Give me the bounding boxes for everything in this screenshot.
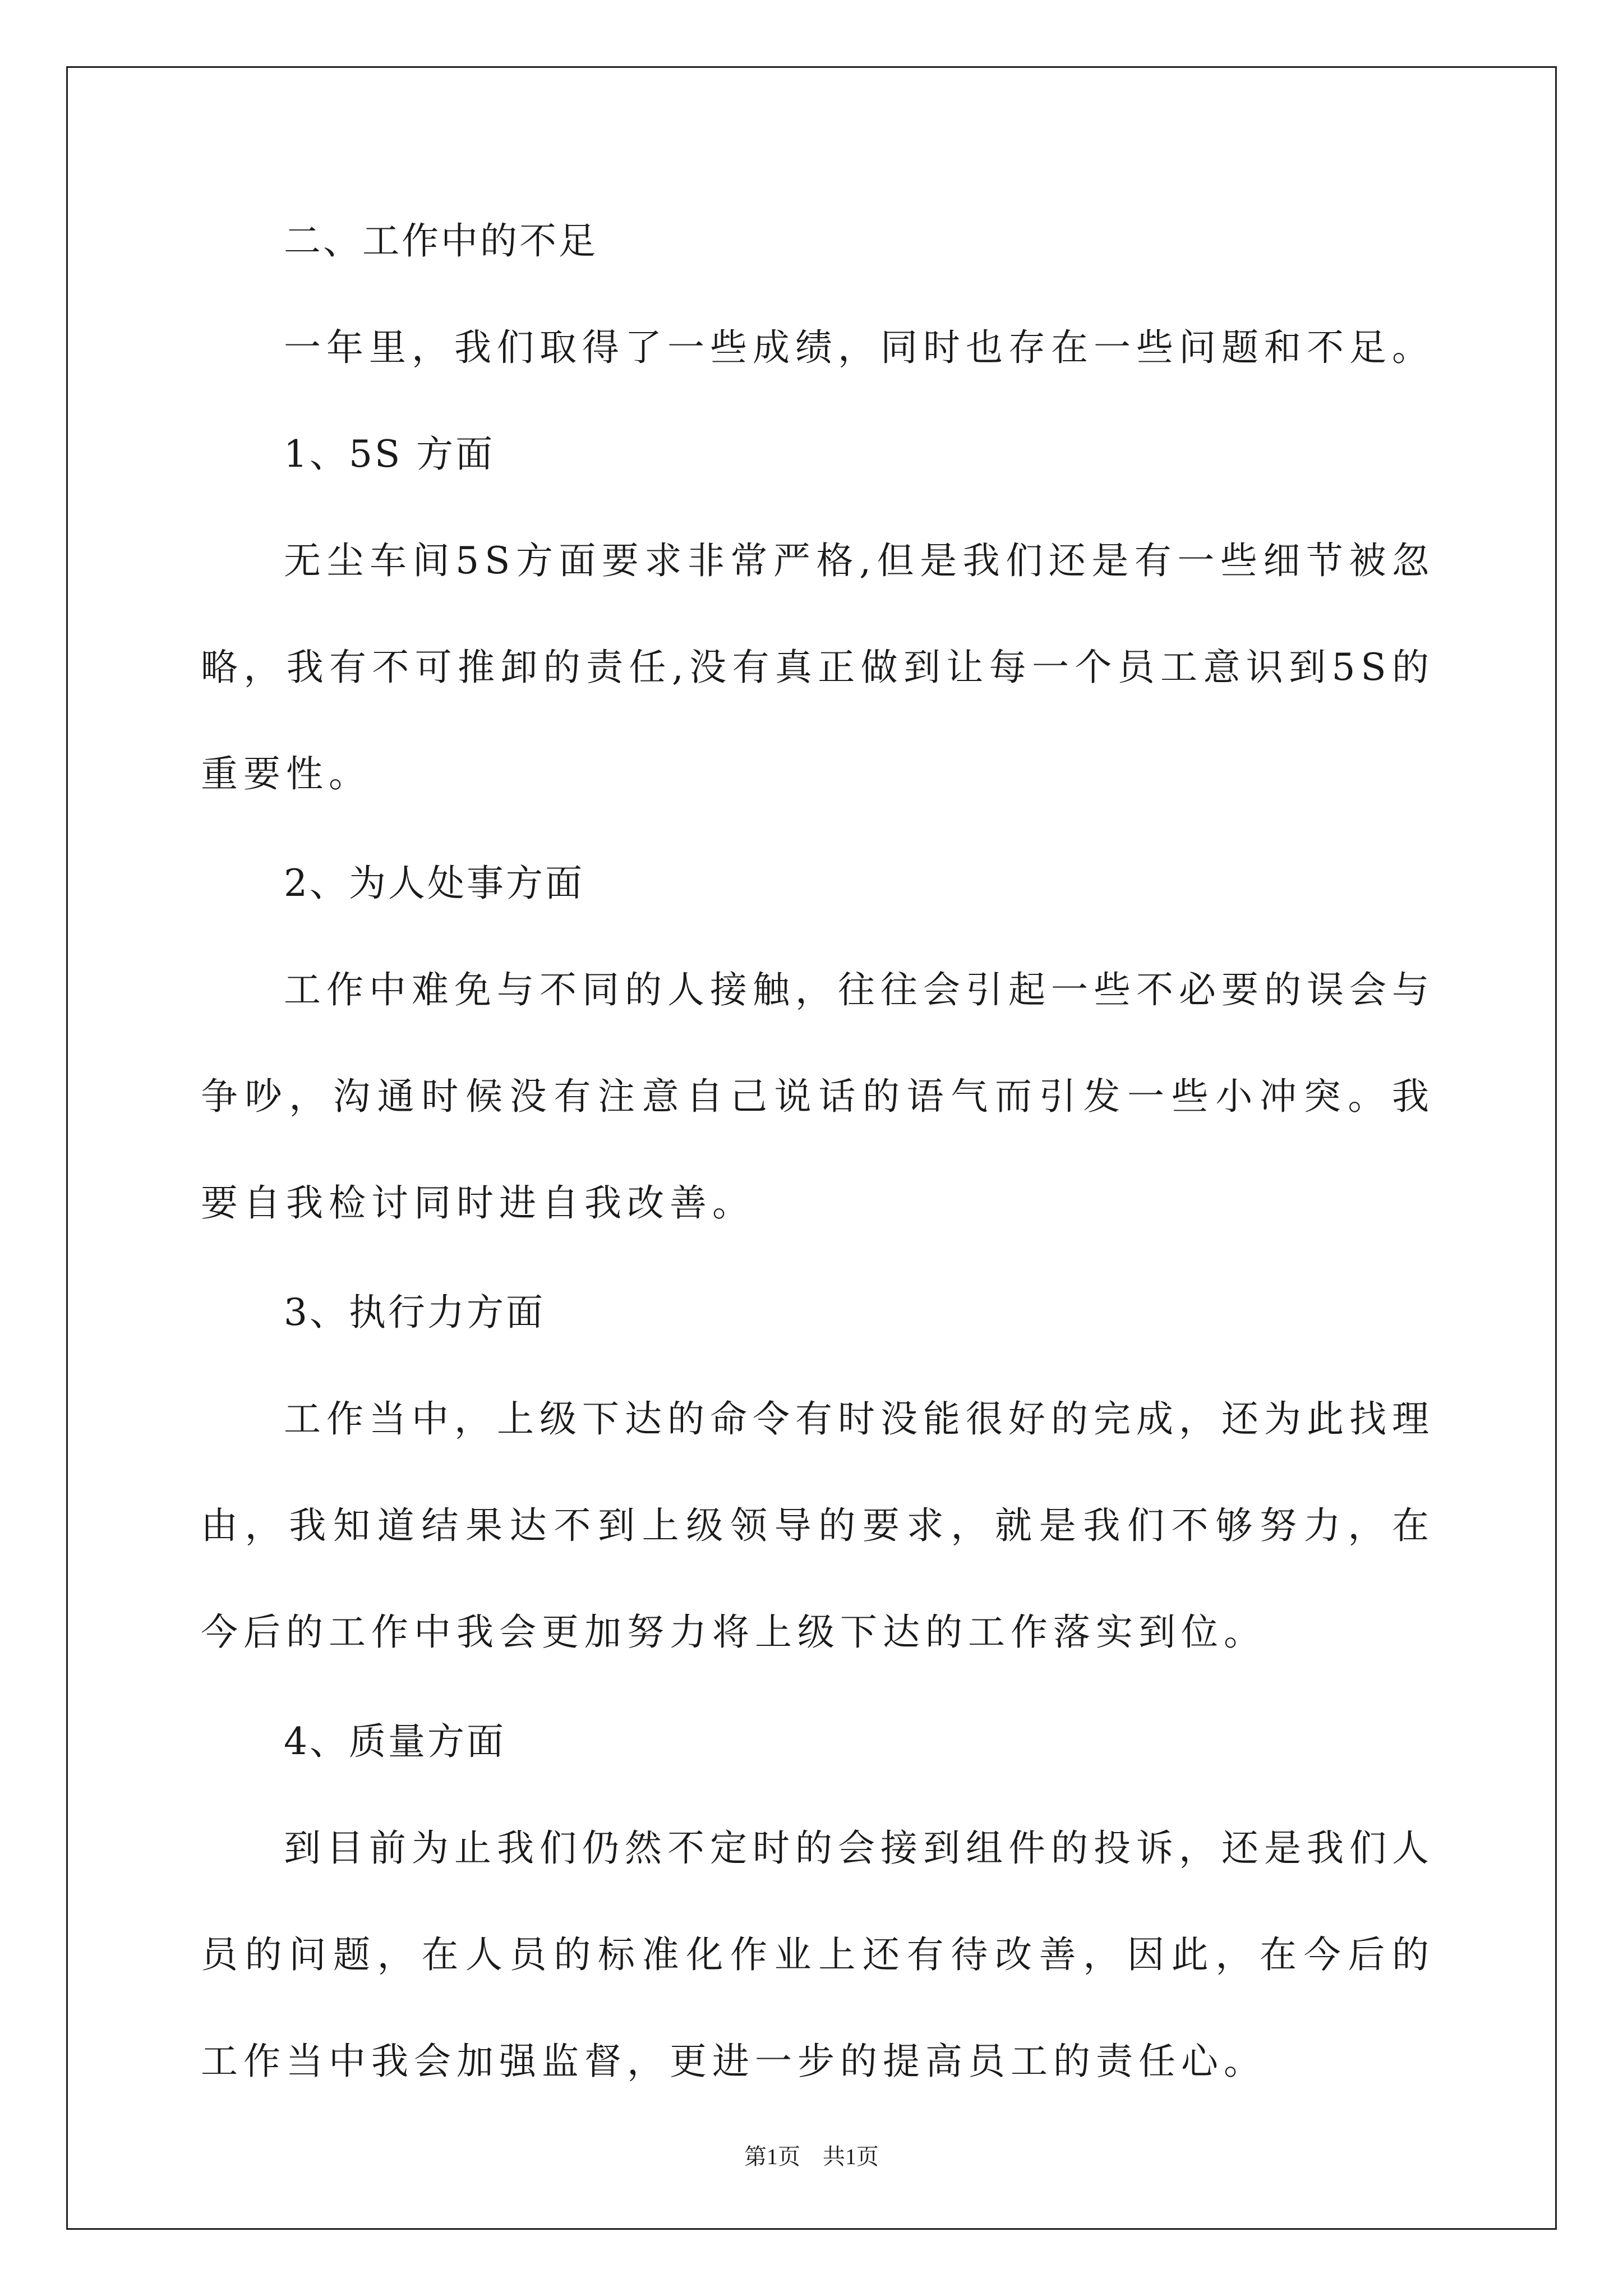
page-number-footer: 第1页 共1页	[744, 2144, 879, 2169]
section-heading: 3、执行力方面	[284, 1291, 545, 1334]
section-heading: 1、5S 方面	[284, 432, 495, 476]
paragraph: 无尘车间5S方面要求非常严格,但是我们还是有一些细节被忽略，我有不可推卸的责任,没有真正做到让每一个员工意识到5S的重要性。	[201, 539, 1435, 795]
paragraph: 一年里，我们取得了一些成绩，同时也存在一些问题和不足。	[284, 326, 1435, 369]
document-body	[201, 213, 1435, 2115]
section-heading: 2、为人处事方面	[284, 862, 584, 905]
paragraph: 工作当中，上级下达的命令有时没能很好的完成，还为此找理由，我知道结果达不到上级领导的要求，就是我们不够努力，在今后的工作中我会更加努力将上级下达的工作落实到位。	[201, 1397, 1435, 1654]
paragraph: 工作中难免与不同的人接触，往往会引起一些不必要的误会与争吵，沟通时候没有注意自己说话的语气而引发一些小冲突。我要自我检讨同时进自我改善。	[201, 968, 1435, 1225]
section-heading: 4、质量方面	[284, 1720, 506, 1763]
section-heading: 二、工作中的不足	[284, 219, 598, 263]
paragraph: 到目前为止我们仍然不定时的会接到组件的投诉，还是我们人员的问题，在人员的标准化作业上还有待改善，因此，在今后的工作当中我会加强监督，更进一步的提高员工的责任心。	[201, 1826, 1435, 2083]
